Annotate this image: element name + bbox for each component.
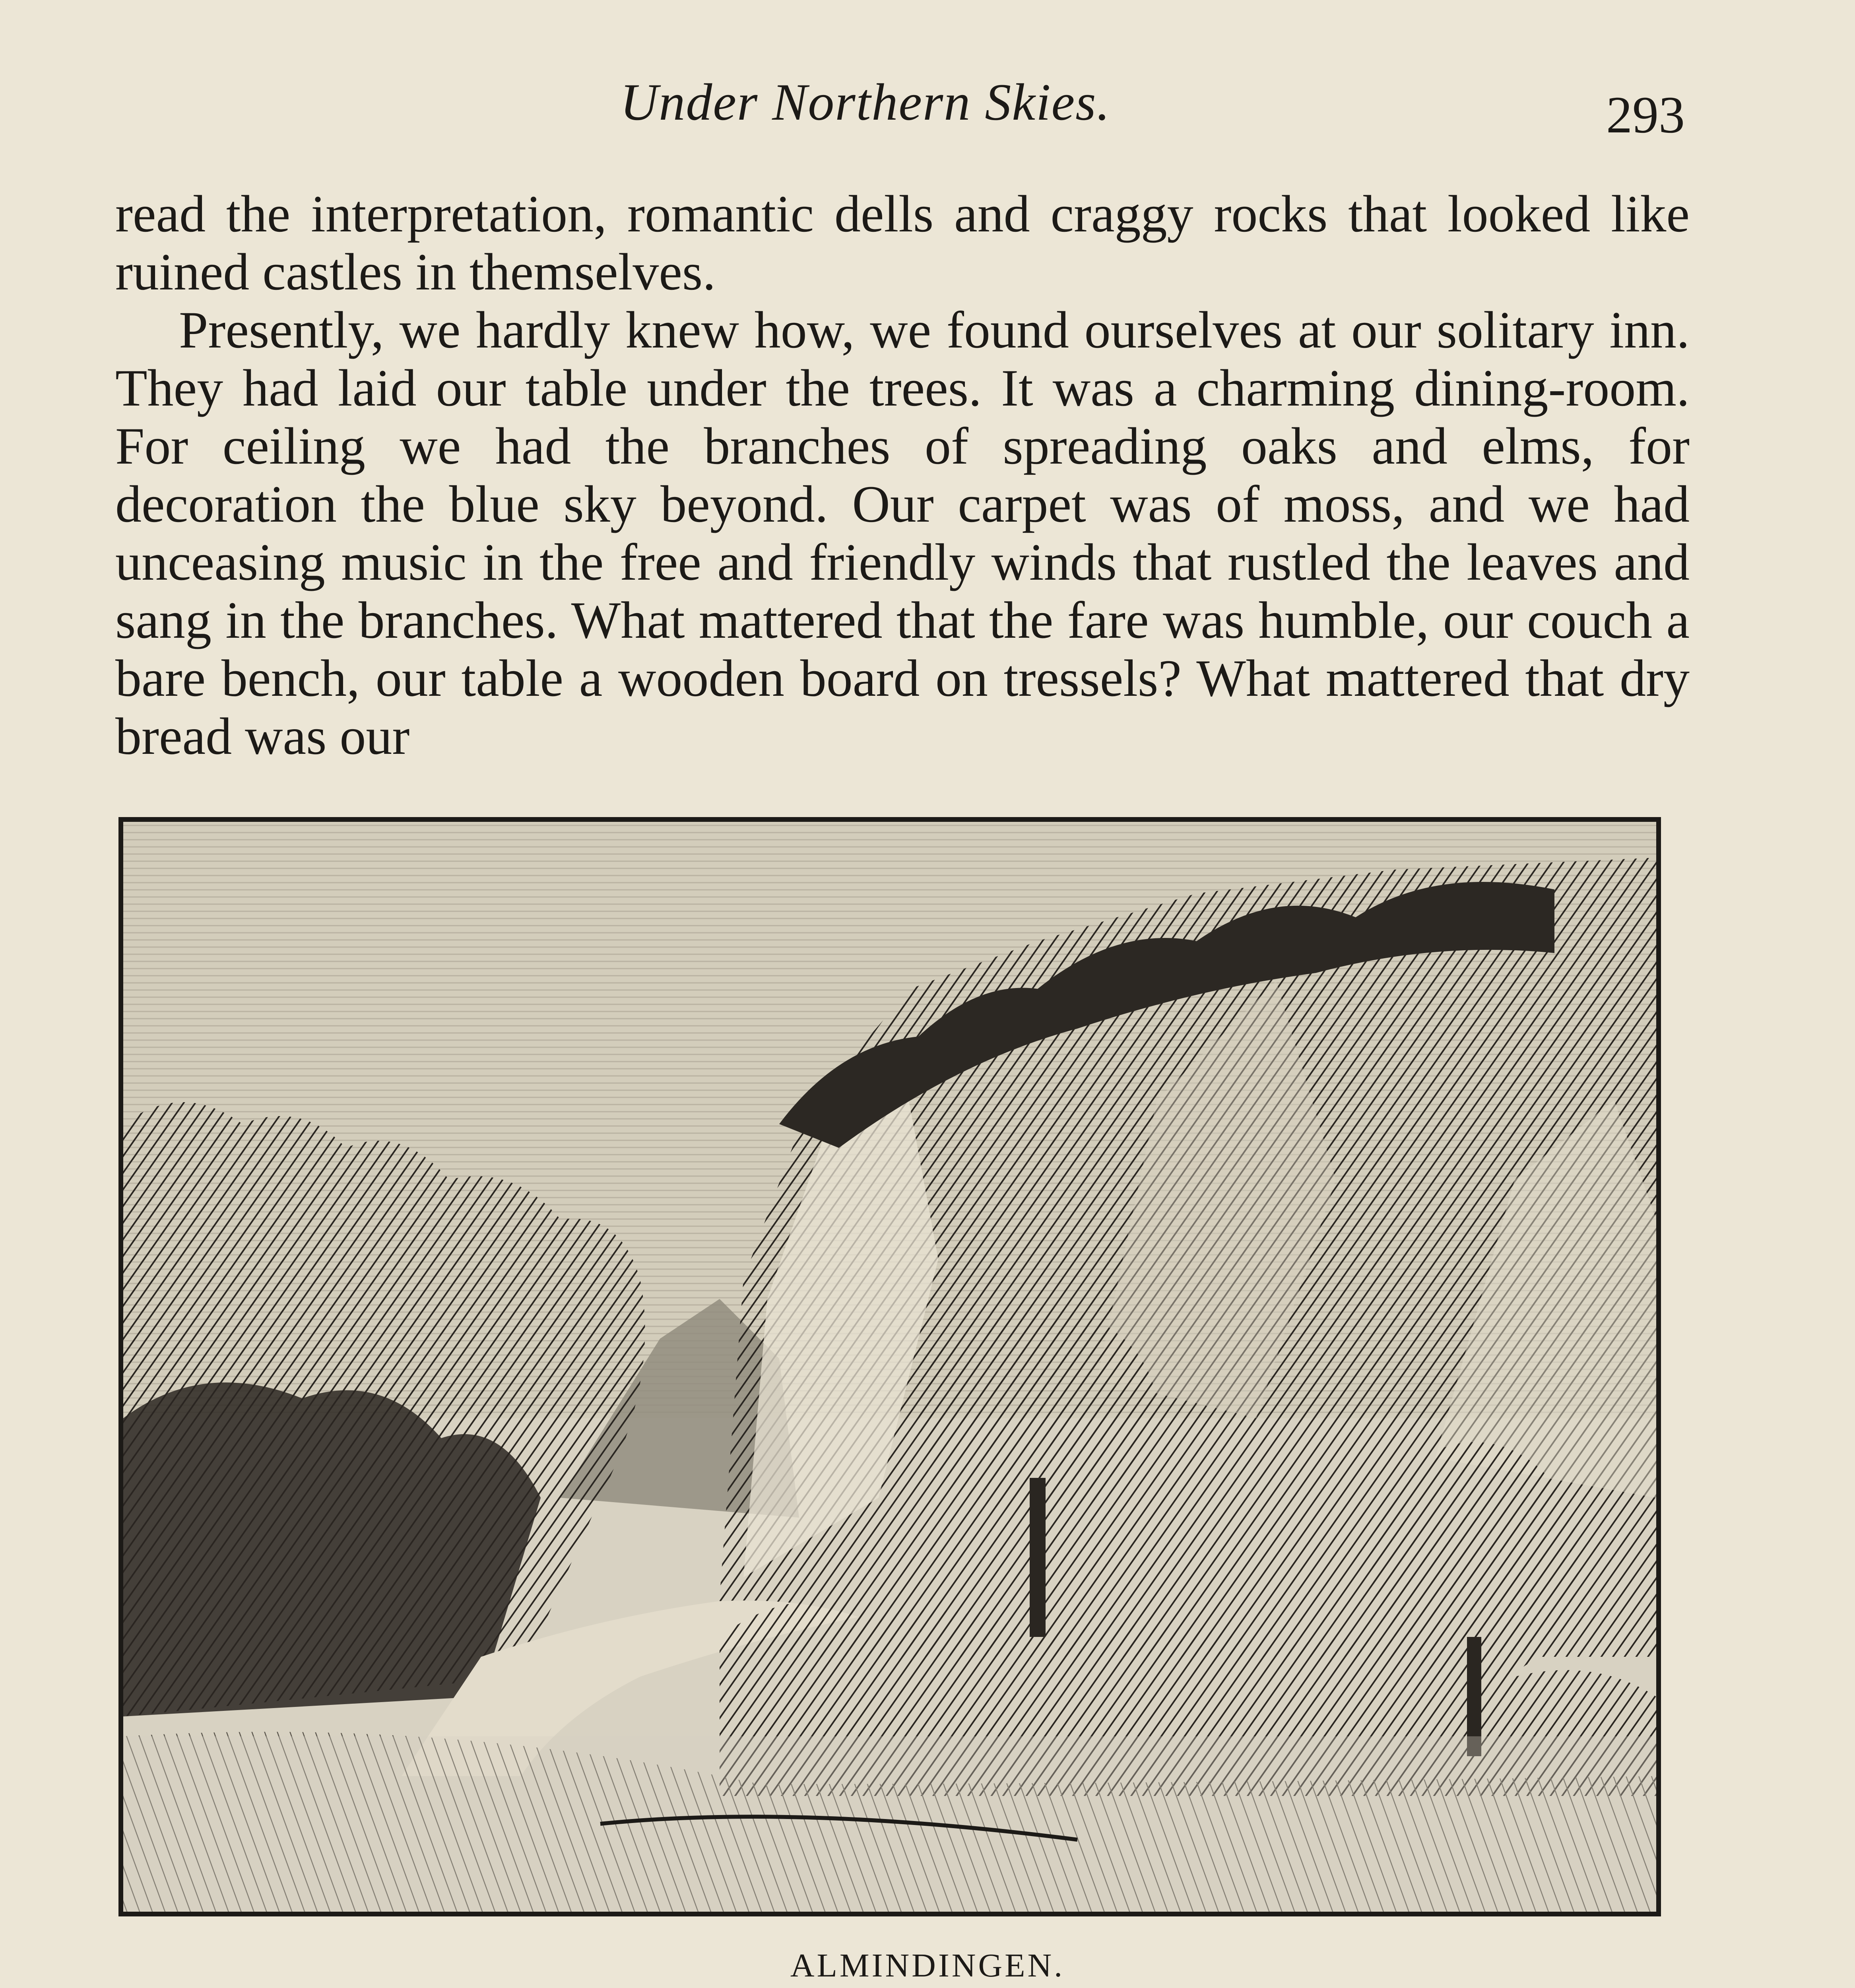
running-title: Under Northern Skies. [620,73,1111,131]
illustration-caption: ALMINDINGEN. [790,1947,1065,1984]
paragraph-continued: read the interpretation, romantic dells and craggy rocks that looked like ruined castles in themselves. [115,184,1690,301]
paragraph: Presently, we hardly knew how, we found ourselves at our solitary inn. They had laid our table under the trees. It was a charming dining-room. For ceiling we had the branches of spreading oaks and elms, for decoration the blue sky beyond. Our carpet was of moss, and we had unceasing music in the free and friendly winds that rustled the leaves and sang in the branches. What mattered that the fare was humble, our couch a bare bench, our table a wooden board on tressels? What mattered that dry bread was our [115,301,1690,765]
page-number: 293 [1606,85,1685,144]
text-block-top [115,185,1690,765]
engraving-almindingen [118,817,1661,1916]
